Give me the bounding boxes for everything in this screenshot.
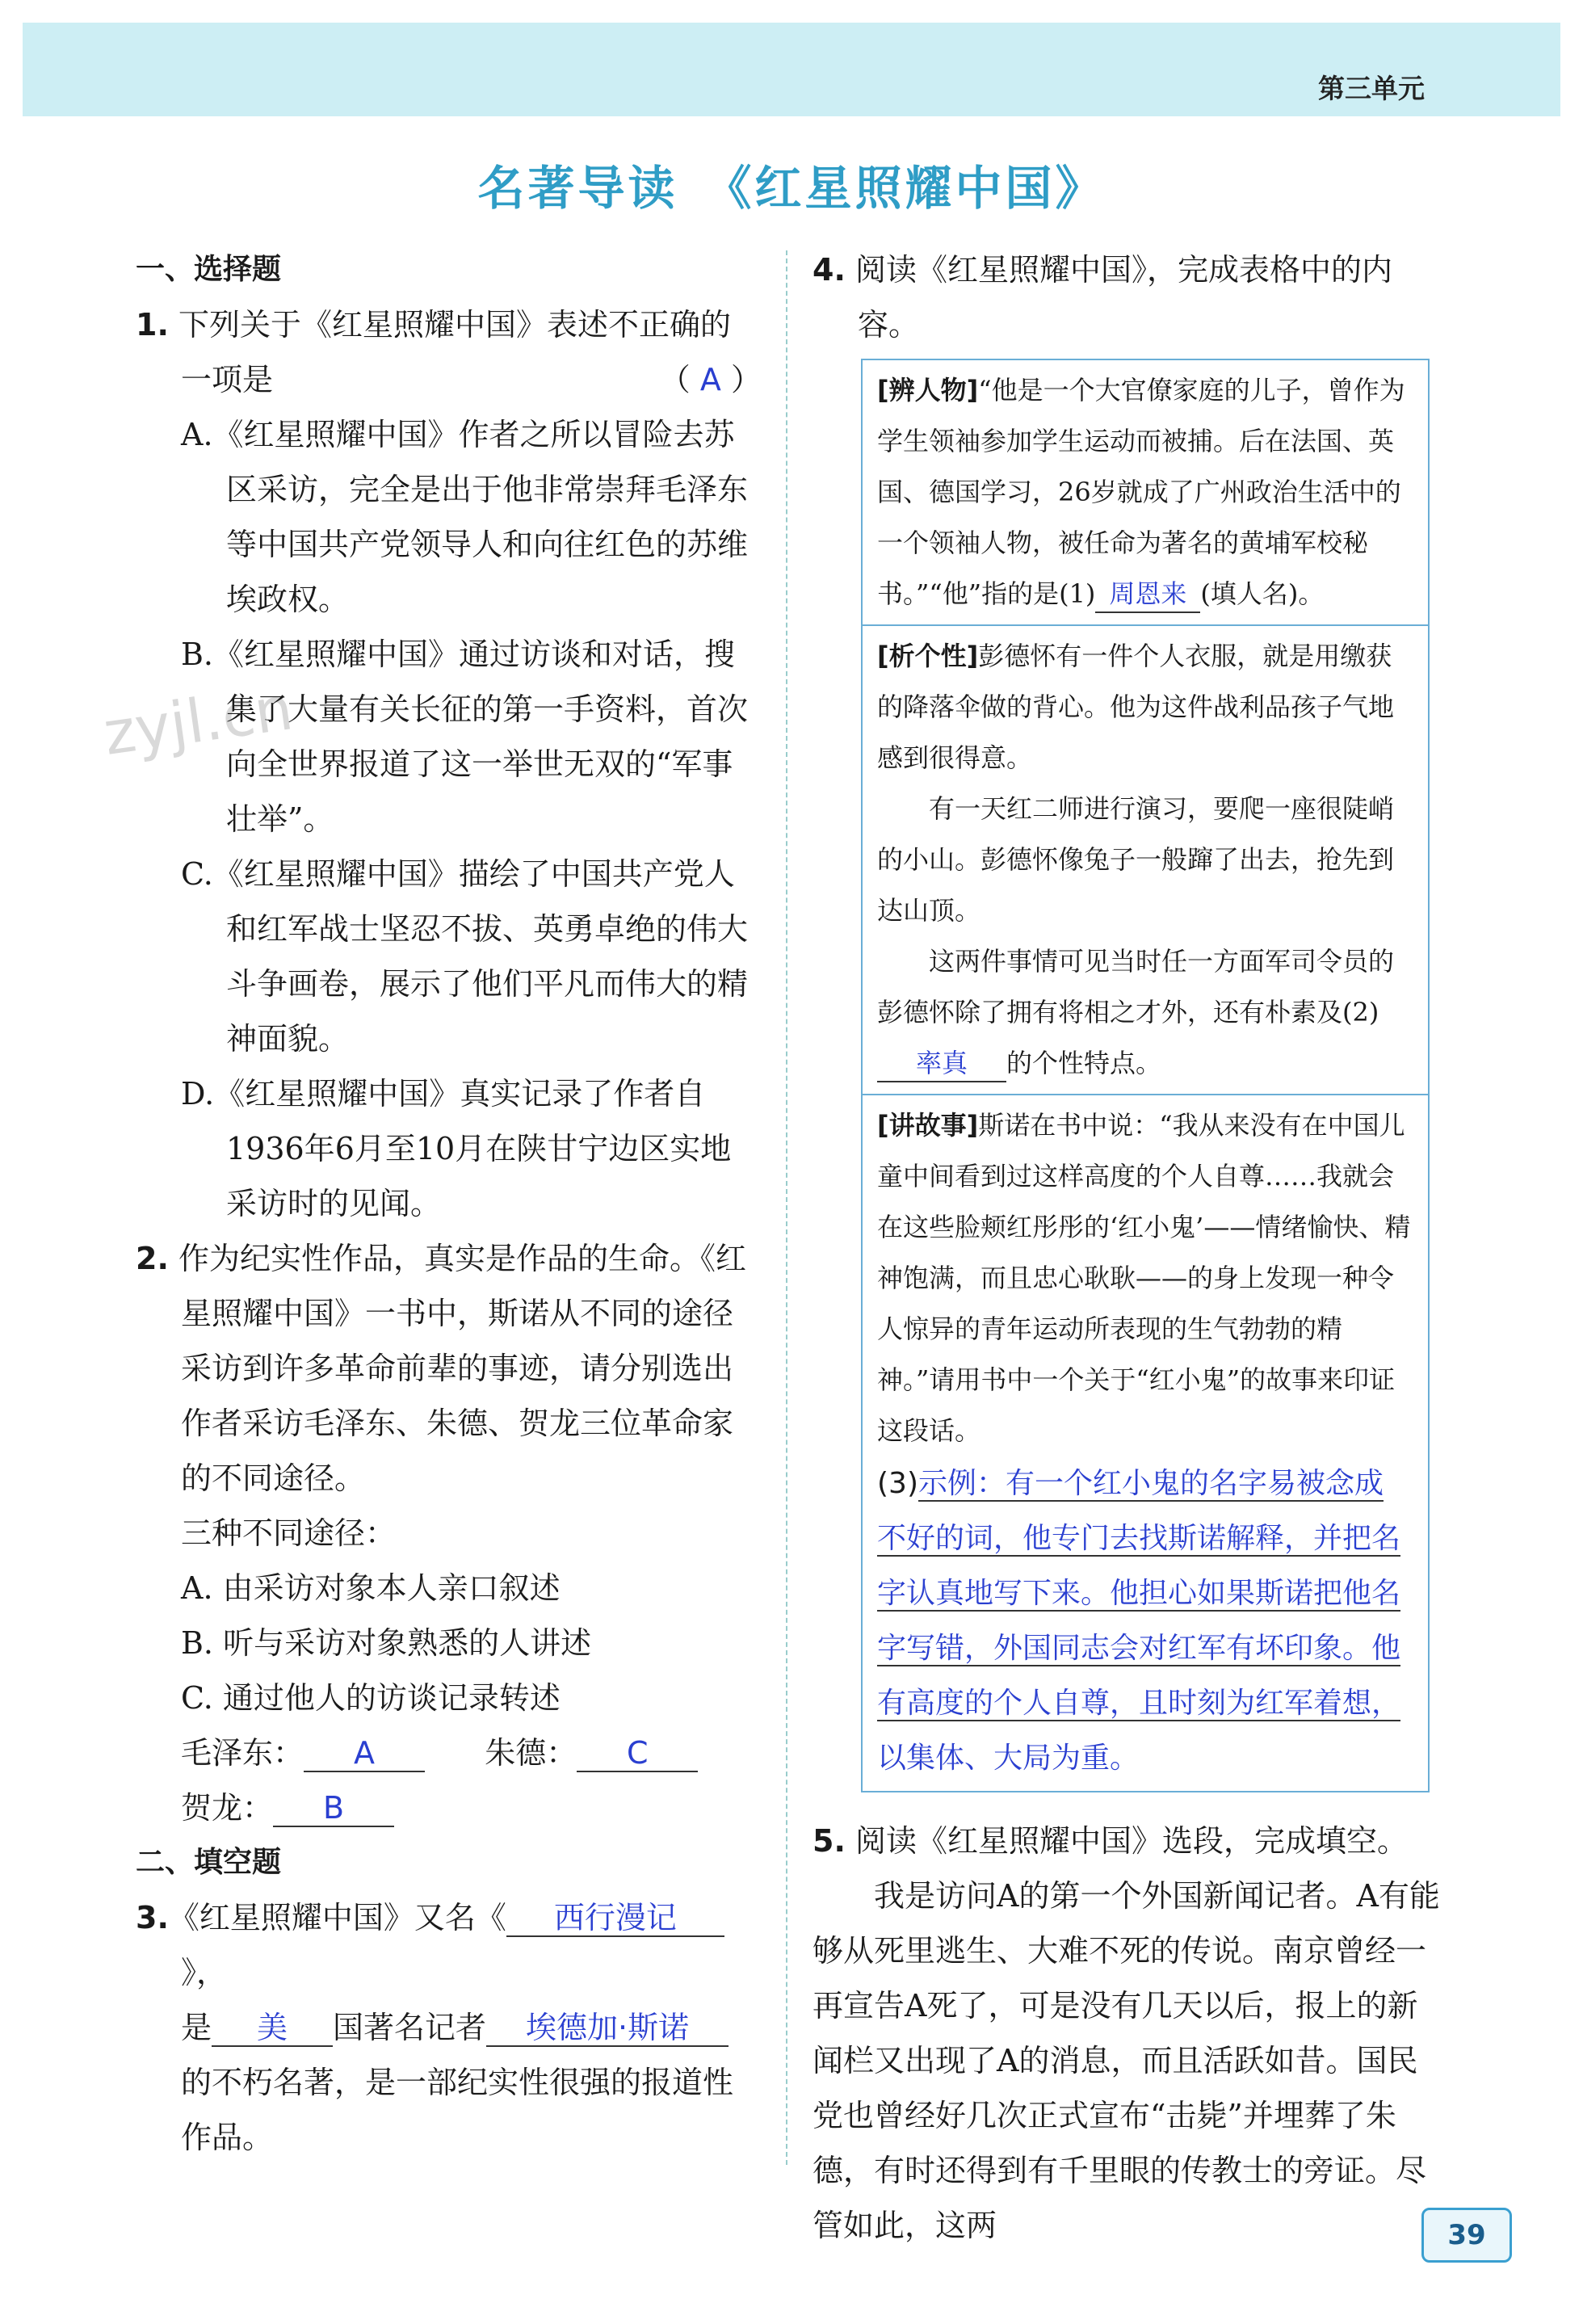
- cell-paragraph-3-text: 这两件事情可见当时任一方面军司令员的彭德怀除了拥有将相之才外，还有朴素及: [877, 946, 1395, 1028]
- answer-3-line: 字写错，外国同志会对红军有坏印象。他: [877, 1632, 1401, 1665]
- right-column: [812, 242, 1447, 2253]
- cell-tag: [讲故事]: [877, 1110, 979, 1141]
- answer-3-line: 示例：有一个红小鬼的名字易被念成: [918, 1467, 1384, 1500]
- question-3-line3: 的不朽名著，是一部纪实性很强的报道性作品。: [181, 2065, 734, 2155]
- ways-label: 三种不同途径：: [181, 1515, 397, 1551]
- answer-table: [861, 359, 1430, 1792]
- question-stem: 阅读《红星照耀中国》，完成表格中的内容。: [854, 252, 1392, 343]
- question-number: 3.: [136, 1900, 169, 1935]
- section-heading-choice: 一、选择题: [136, 253, 282, 286]
- question-stem: 阅读《红星照耀中国》选段，完成填空。: [854, 1823, 1408, 1859]
- watermark: zyjl.cn: [99, 674, 297, 769]
- cell-tail: 的个性特点。: [1006, 1048, 1162, 1078]
- section-heading-fill: 二、填空题: [136, 1846, 282, 1879]
- answer-3-line: 字认真地写下来。他担心如果斯诺把他名: [877, 1577, 1401, 1610]
- zhu-label: 朱德：: [485, 1735, 577, 1771]
- he-label: 贺龙：: [181, 1790, 274, 1826]
- answer-3: [877, 1456, 1413, 1786]
- question-number: 4.: [812, 252, 846, 288]
- cell-text: “他是一个大官僚家庭的儿子，曾作为学生领袖参加学生运动而被捕。后在法国、英国、德国学习，26岁就成了广州政治生活中的一个领袖人物，被任命为著名的黄埔军校秘书。”“他”指的是(1): [877, 375, 1405, 609]
- q-marker: (3): [877, 1467, 918, 1500]
- question-2: [136, 1231, 762, 1506]
- question-3-line2: [136, 2000, 762, 2055]
- passage-text: 我是访问A的第一个外国新闻记者。A有能够从死里逃生、大难不死的传说。南京曾经一再宣告A死了，可是没有几天以后，报上的新闻栏又出现了A的消息，而且活跃如昔。国民党也曾经好几次正式宣布“击毙”并埋葬了朱德，有时还得到有千里眼的传教士的旁证。尽管如此，这两: [812, 1878, 1440, 2243]
- question-5: [812, 1813, 1447, 1868]
- question-number: 5.: [812, 1823, 846, 1859]
- cell-paragraph-1: 彭德怀有一件个人衣服，就是用缴获的降落伞做的背心。他为这件战利品孩子气地感到很得意。: [877, 641, 1395, 773]
- option-a: A.《红星照耀中国》作者之所以冒险去苏区采访，完全是出于他非常崇拜毛泽东等中国共产党领导人和向往红色的苏维埃政权。: [181, 417, 749, 617]
- answer-3-line: 有高度的个人自尊，且时刻为红军着想，: [877, 1687, 1401, 1720]
- author-answer: 埃德加·斯诺: [486, 2010, 729, 2047]
- question-stem: 下列关于《红星照耀中国》表述不正确的: [178, 307, 731, 343]
- option-b: B.《红星照耀中国》通过访谈和对话，搜集了大量有关长征的第一手资料，首次向全世界报道了这一举世无双的“军事壮举”。: [181, 637, 749, 837]
- answer-choice: A: [699, 362, 721, 397]
- answer-1: 周恩来: [1095, 576, 1200, 613]
- cell-tail: (填人名)。: [1200, 578, 1325, 609]
- way-c: C. 通过他人的访谈记录转述: [181, 1680, 561, 1716]
- option-c: C.《红星照耀中国》描绘了中国共产党人和红军战士坚忍不拔、英勇卓绝的伟大斗争画卷，展示了他们平凡而伟大的精神面貌。: [181, 856, 749, 1057]
- question-3: [136, 1890, 762, 2000]
- question-stem-cont: 一项是: [181, 362, 274, 397]
- question-1-line2: [136, 352, 762, 407]
- question-number: 1.: [136, 307, 169, 343]
- way-a: A. 由采访对象本人亲口叙述: [181, 1570, 561, 1606]
- he-answer: B: [273, 1790, 394, 1827]
- question-stem: 作为纪实性作品，真实是作品的生命。《红星照耀中国》一书中，斯诺从不同的途径采访到许多革命前辈的事迹，请分别选出作者采访毛泽东、朱德、贺龙三位革命家的不同途径。: [178, 1241, 746, 1496]
- table-cell-personality: [863, 626, 1428, 1095]
- country-answer: 美: [212, 2010, 333, 2047]
- cell-tag: [析个性]: [877, 641, 979, 671]
- paren-open: （: [659, 362, 691, 397]
- q-marker: (2): [1342, 997, 1379, 1028]
- zhu-answer: C: [577, 1735, 698, 1772]
- table-cell-identify: [863, 360, 1428, 626]
- question-1: [136, 297, 762, 352]
- question-number: 2.: [136, 1241, 169, 1276]
- cell-tag: [辨人物]: [877, 375, 979, 406]
- table-cell-story: [863, 1095, 1428, 1791]
- mao-label: 毛泽东：: [181, 1735, 304, 1771]
- unit-label: 第三单元: [1318, 73, 1425, 104]
- answer-3-line: 以集体、大局为重。: [877, 1742, 1140, 1775]
- answer-2: 率真: [877, 1045, 1006, 1082]
- option-d: D.《红星照耀中国》真实记录了作者自1936年6月至10月在陕甘宁边区实地采访时的见闻。: [181, 1076, 732, 1221]
- mao-answer: A: [304, 1735, 425, 1772]
- way-b: B. 听与采访对象熟悉的人讲述: [181, 1625, 592, 1661]
- question-4: [812, 242, 1447, 352]
- answer-paren: [660, 352, 762, 407]
- column-divider: [786, 250, 787, 2165]
- answers-row-2: [136, 1780, 762, 1835]
- alt-title-answer: 西行漫记: [506, 1900, 724, 1937]
- cell-text: 斯诺在书中说：“我从来没有在中国儿童中间看到过这样高度的个人自尊……我就会在这些脸颊红彤彤的‘红小鬼’——情绪愉快、精神饱满，而且忠心耿耿——的身上发现一种令人惊异的青年运动所表现的生气勃勃的精神。”请用书中一个关于“红小鬼”的故事来印证这段话。: [877, 1110, 1411, 1446]
- page-title: 名著导读 《红星照耀中国》: [477, 161, 1106, 216]
- q3-text-3: 是: [181, 2010, 212, 2045]
- paren-close: ）: [730, 362, 762, 397]
- q3-text-4: 国著名记者: [333, 2010, 487, 2045]
- page-number: 39: [1421, 2208, 1512, 2263]
- answers-row-1: [136, 1725, 762, 1780]
- q3-text-1: 《红星照耀中国》又名《: [168, 1900, 506, 1935]
- cell-paragraph-3: [877, 936, 1413, 1089]
- answer-3-line: 不好的词，他专门去找斯诺解释，并把名: [877, 1522, 1401, 1555]
- q3-text-2: 》，: [181, 1955, 228, 1990]
- left-column: [136, 242, 762, 2165]
- cell-paragraph-2: 有一天红二师进行演习，要爬一座很陡峭的小山。彭德怀像兔子一般蹿了出去，抢先到达山顶。: [877, 793, 1395, 926]
